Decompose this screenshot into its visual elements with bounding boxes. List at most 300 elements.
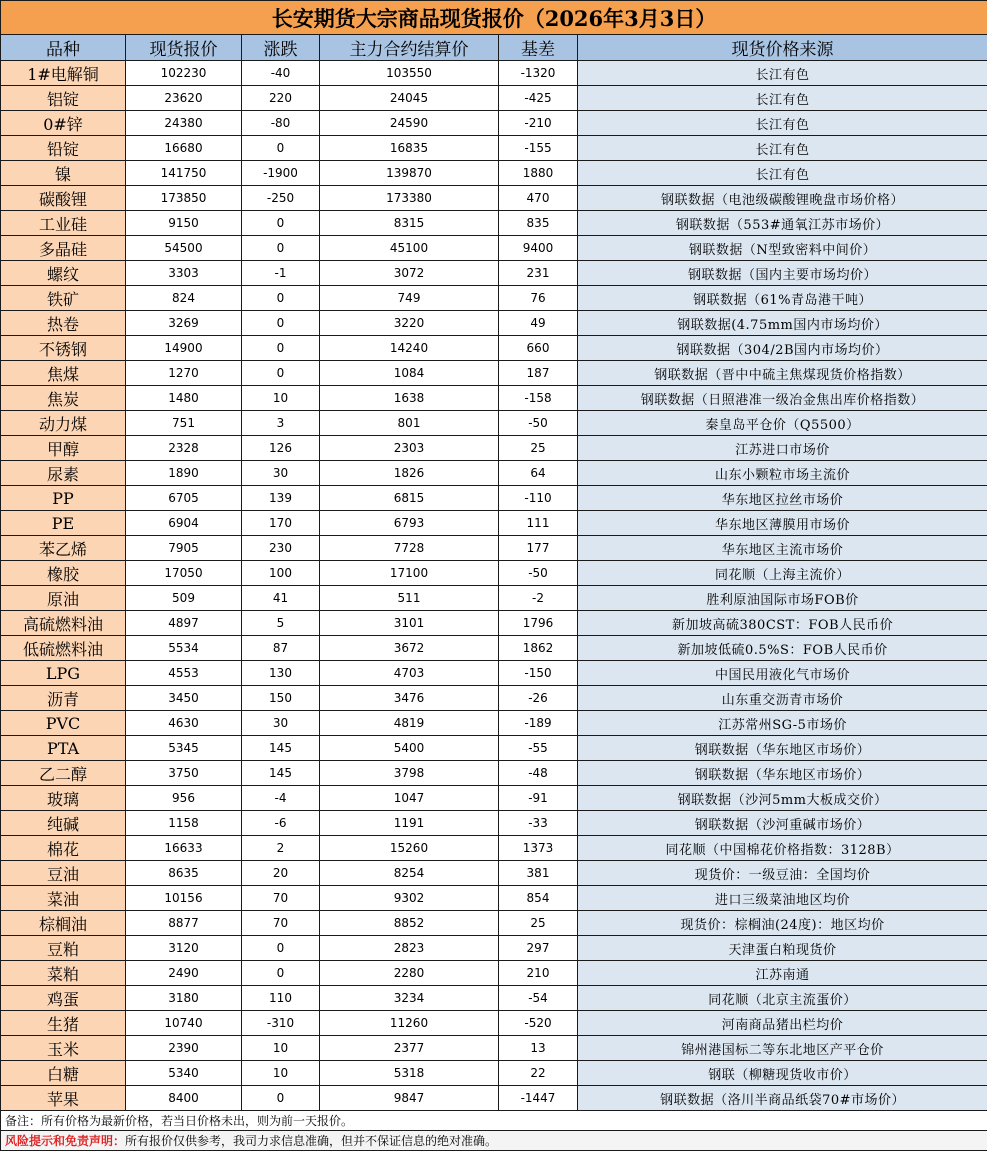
cell-variety: 镍	[1, 161, 126, 186]
cell-change: 0	[242, 311, 320, 336]
cell-price-source: 钢联（柳糖现货收市价）	[578, 1061, 987, 1086]
cell-change: 0	[242, 136, 320, 161]
cell-variety: 豆油	[1, 861, 126, 886]
table-row	[1, 861, 987, 886]
cell-price-source: 中国民用液化气市场价	[578, 661, 987, 686]
table-row	[1, 386, 987, 411]
cell-spot-price: 3303	[126, 261, 242, 286]
cell-spot-price: 8400	[126, 1086, 242, 1111]
cell-settlement-price: 24045	[320, 86, 499, 111]
table-row	[1, 636, 987, 661]
cell-change: -1900	[242, 161, 320, 186]
cell-basis: 25	[499, 911, 578, 936]
cell-price-source: 长江有色	[578, 61, 987, 86]
cell-price-source: 华东地区拉丝市场价	[578, 486, 987, 511]
table-row	[1, 286, 987, 311]
cell-price-source: 钢联数据（沙河5mm大板成交价）	[578, 786, 987, 811]
table-row	[1, 311, 987, 336]
cell-settlement-price: 511	[320, 586, 499, 611]
table-row	[1, 86, 987, 111]
cell-spot-price: 141750	[126, 161, 242, 186]
cell-change: 2	[242, 836, 320, 861]
cell-basis: -150	[499, 661, 578, 686]
cell-spot-price: 3120	[126, 936, 242, 961]
table-row	[1, 986, 987, 1011]
footnote: 备注：所有价格为最新价格，若当日价格未出，则为前一天报价。	[1, 1111, 987, 1131]
cell-settlement-price: 8254	[320, 861, 499, 886]
cell-variety: 铝锭	[1, 86, 126, 111]
cell-settlement-price: 8315	[320, 211, 499, 236]
cell-spot-price: 10740	[126, 1011, 242, 1036]
cell-settlement-price: 3476	[320, 686, 499, 711]
cell-spot-price: 17050	[126, 561, 242, 586]
cell-spot-price: 8877	[126, 911, 242, 936]
cell-spot-price: 5340	[126, 1061, 242, 1086]
cell-change: 70	[242, 911, 320, 936]
cell-change: 10	[242, 386, 320, 411]
cell-basis: -1447	[499, 1086, 578, 1111]
cell-variety: LPG	[1, 661, 126, 686]
cell-variety: 铅锭	[1, 136, 126, 161]
disclaimer-label: 风险提示和免责声明：	[5, 1134, 125, 1148]
cell-basis: 64	[499, 461, 578, 486]
table-row	[1, 336, 987, 361]
table-row	[1, 111, 987, 136]
cell-basis: -26	[499, 686, 578, 711]
cell-price-source: 长江有色	[578, 136, 987, 161]
cell-change: 145	[242, 736, 320, 761]
cell-spot-price: 4553	[126, 661, 242, 686]
cell-variety: 豆粕	[1, 936, 126, 961]
cell-price-source: 钢联数据（国内主要市场均价）	[578, 261, 987, 286]
cell-spot-price: 173850	[126, 186, 242, 211]
cell-basis: -50	[499, 561, 578, 586]
cell-variety: 菜粕	[1, 961, 126, 986]
cell-settlement-price: 45100	[320, 236, 499, 261]
cell-settlement-price: 4819	[320, 711, 499, 736]
header-row	[1, 35, 987, 61]
cell-settlement-price: 8852	[320, 911, 499, 936]
cell-settlement-price: 3101	[320, 611, 499, 636]
cell-settlement-price: 7728	[320, 536, 499, 561]
cell-variety: 乙二醇	[1, 761, 126, 786]
cell-variety: 螺纹	[1, 261, 126, 286]
table-row	[1, 836, 987, 861]
cell-basis: -48	[499, 761, 578, 786]
cell-spot-price: 5534	[126, 636, 242, 661]
cell-variety: 甲醇	[1, 436, 126, 461]
cell-change: 230	[242, 536, 320, 561]
cell-price-source: 钢联数据（沙河重碱市场价）	[578, 811, 987, 836]
disclaimer	[1, 1131, 987, 1151]
cell-basis: 1796	[499, 611, 578, 636]
cell-spot-price: 16633	[126, 836, 242, 861]
cell-variety: 不锈钢	[1, 336, 126, 361]
cell-settlement-price: 14240	[320, 336, 499, 361]
cell-basis: -33	[499, 811, 578, 836]
cell-variety: 0#锌	[1, 111, 126, 136]
table-row	[1, 536, 987, 561]
cell-change: 0	[242, 961, 320, 986]
cell-change: 30	[242, 711, 320, 736]
cell-price-source: 钢联数据（华东地区市场价）	[578, 736, 987, 761]
cell-price-source: 现货价：一级豆油：全国均价	[578, 861, 987, 886]
cell-variety: 工业硅	[1, 211, 126, 236]
header-basis: 基差	[499, 35, 578, 61]
cell-variety: 碳酸锂	[1, 186, 126, 211]
cell-change: 20	[242, 861, 320, 886]
cell-basis: 187	[499, 361, 578, 386]
cell-variety: 橡胶	[1, 561, 126, 586]
table-row	[1, 361, 987, 386]
cell-settlement-price: 801	[320, 411, 499, 436]
table-row	[1, 461, 987, 486]
cell-basis: -158	[499, 386, 578, 411]
cell-change: -1	[242, 261, 320, 286]
table-row	[1, 236, 987, 261]
cell-settlement-price: 3220	[320, 311, 499, 336]
cell-variety: 苯乙烯	[1, 536, 126, 561]
cell-price-source: 现货价：棕榈油(24度)：地区均价	[578, 911, 987, 936]
cell-spot-price: 1270	[126, 361, 242, 386]
table-row	[1, 711, 987, 736]
cell-spot-price: 10156	[126, 886, 242, 911]
cell-change: 0	[242, 936, 320, 961]
cell-settlement-price: 139870	[320, 161, 499, 186]
cell-price-source: 钢联数据（日照港准一级冶金焦出库价格指数）	[578, 386, 987, 411]
cell-basis: -189	[499, 711, 578, 736]
cell-spot-price: 6705	[126, 486, 242, 511]
cell-variety: PVC	[1, 711, 126, 736]
cell-basis: 835	[499, 211, 578, 236]
cell-price-source: 钢联数据（61%青岛港干吨）	[578, 286, 987, 311]
cell-variety: 白糖	[1, 1061, 126, 1086]
cell-price-source: 进口三级菜油地区均价	[578, 886, 987, 911]
cell-price-source: 钢联数据（553#通氧江苏市场价）	[578, 211, 987, 236]
disclaimer-text: 所有报价仅供参考，我司力求信息准确，但并不保证信息的绝对准确。	[125, 1134, 497, 1148]
cell-variety: 尿素	[1, 461, 126, 486]
cell-variety: 焦煤	[1, 361, 126, 386]
cell-change: 41	[242, 586, 320, 611]
cell-price-source: 钢联数据（洛川半商品纸袋70#市场价）	[578, 1086, 987, 1111]
cell-change: 130	[242, 661, 320, 686]
cell-variety: 沥青	[1, 686, 126, 711]
cell-basis: -91	[499, 786, 578, 811]
table-row	[1, 686, 987, 711]
cell-variety: 棉花	[1, 836, 126, 861]
cell-spot-price: 1890	[126, 461, 242, 486]
table-row	[1, 886, 987, 911]
cell-basis: 49	[499, 311, 578, 336]
cell-change: 5	[242, 611, 320, 636]
cell-basis: -54	[499, 986, 578, 1011]
disclaimer-row	[1, 1131, 987, 1151]
cell-price-source: 长江有色	[578, 86, 987, 111]
cell-variety: 低硫燃料油	[1, 636, 126, 661]
cell-change: 145	[242, 761, 320, 786]
cell-price-source: 胜利原油国际市场FOB价	[578, 586, 987, 611]
cell-settlement-price: 1084	[320, 361, 499, 386]
header-price-source: 现货价格来源	[578, 35, 987, 61]
cell-change: 0	[242, 236, 320, 261]
cell-spot-price: 8635	[126, 861, 242, 886]
cell-variety: 纯碱	[1, 811, 126, 836]
cell-price-source: 江苏常州SG-5市场价	[578, 711, 987, 736]
cell-spot-price: 3180	[126, 986, 242, 1011]
cell-settlement-price: 173380	[320, 186, 499, 211]
cell-settlement-price: 9847	[320, 1086, 499, 1111]
table-row	[1, 1036, 987, 1061]
cell-basis: -425	[499, 86, 578, 111]
cell-spot-price: 7905	[126, 536, 242, 561]
cell-settlement-price: 3234	[320, 986, 499, 1011]
cell-basis: 1880	[499, 161, 578, 186]
cell-change: 100	[242, 561, 320, 586]
table-row	[1, 486, 987, 511]
cell-basis: 470	[499, 186, 578, 211]
cell-variety: 多晶硅	[1, 236, 126, 261]
cell-price-source: 钢联数据（N型致密料中间价）	[578, 236, 987, 261]
cell-change: 0	[242, 211, 320, 236]
table-row	[1, 611, 987, 636]
header-change: 涨跌	[242, 35, 320, 61]
table-row	[1, 1086, 987, 1111]
cell-spot-price: 54500	[126, 236, 242, 261]
title-row	[1, 1, 987, 35]
cell-variety: 玉米	[1, 1036, 126, 1061]
cell-price-source: 钢联数据（电池级碳酸锂晚盘市场价格）	[578, 186, 987, 211]
cell-spot-price: 509	[126, 586, 242, 611]
cell-change: 87	[242, 636, 320, 661]
cell-price-source: 河南商品猪出栏均价	[578, 1011, 987, 1036]
table-row	[1, 586, 987, 611]
cell-basis: -50	[499, 411, 578, 436]
cell-spot-price: 956	[126, 786, 242, 811]
cell-price-source: 同花顺（上海主流价）	[578, 561, 987, 586]
cell-spot-price: 3750	[126, 761, 242, 786]
cell-settlement-price: 2377	[320, 1036, 499, 1061]
table-row	[1, 1061, 987, 1086]
cell-basis: 854	[499, 886, 578, 911]
header-settlement-price: 主力合约结算价	[320, 35, 499, 61]
cell-settlement-price: 103550	[320, 61, 499, 86]
table-row	[1, 736, 987, 761]
cell-variety: 焦炭	[1, 386, 126, 411]
cell-basis: 25	[499, 436, 578, 461]
cell-change: -310	[242, 1011, 320, 1036]
cell-spot-price: 6904	[126, 511, 242, 536]
cell-price-source: 长江有色	[578, 111, 987, 136]
cell-price-source: 江苏南通	[578, 961, 987, 986]
cell-settlement-price: 2280	[320, 961, 499, 986]
cell-change: -80	[242, 111, 320, 136]
cell-change: 70	[242, 886, 320, 911]
cell-spot-price: 4897	[126, 611, 242, 636]
cell-spot-price: 4630	[126, 711, 242, 736]
cell-change: -6	[242, 811, 320, 836]
cell-price-source: 华东地区薄膜用市场价	[578, 511, 987, 536]
cell-settlement-price: 2303	[320, 436, 499, 461]
cell-price-source: 钢联数据（晋中中硫主焦煤现货价格指数）	[578, 361, 987, 386]
cell-variety: 原油	[1, 586, 126, 611]
cell-basis: 177	[499, 536, 578, 561]
cell-price-source: 同花顺（北京主流蛋价）	[578, 986, 987, 1011]
table-row	[1, 511, 987, 536]
cell-spot-price: 9150	[126, 211, 242, 236]
cell-spot-price: 2490	[126, 961, 242, 986]
cell-basis: 660	[499, 336, 578, 361]
cell-variety: 高硫燃料油	[1, 611, 126, 636]
cell-basis: 1373	[499, 836, 578, 861]
cell-change: 0	[242, 286, 320, 311]
cell-variety: PTA	[1, 736, 126, 761]
cell-variety: 菜油	[1, 886, 126, 911]
cell-settlement-price: 3798	[320, 761, 499, 786]
table-row	[1, 936, 987, 961]
cell-change: 30	[242, 461, 320, 486]
cell-settlement-price: 24590	[320, 111, 499, 136]
cell-variety: 铁矿	[1, 286, 126, 311]
cell-spot-price: 3269	[126, 311, 242, 336]
cell-basis: 231	[499, 261, 578, 286]
cell-change: 126	[242, 436, 320, 461]
cell-settlement-price: 3072	[320, 261, 499, 286]
cell-price-source: 钢联数据(4.75mm国内市场均价）	[578, 311, 987, 336]
cell-variety: 鸡蛋	[1, 986, 126, 1011]
cell-price-source: 新加坡高硫380CST：FOB人民币价	[578, 611, 987, 636]
table-row	[1, 786, 987, 811]
cell-settlement-price: 17100	[320, 561, 499, 586]
cell-spot-price: 3450	[126, 686, 242, 711]
table-row	[1, 761, 987, 786]
report-title: 长安期货大宗商品现货报价（2026年3月3日）	[1, 1, 987, 35]
cell-price-source: 锦州港国标二等东北地区产平仓价	[578, 1036, 987, 1061]
table-row	[1, 186, 987, 211]
table-row	[1, 961, 987, 986]
cell-change: 0	[242, 361, 320, 386]
cell-change: 220	[242, 86, 320, 111]
cell-basis: 9400	[499, 236, 578, 261]
table-row	[1, 261, 987, 286]
cell-spot-price: 2390	[126, 1036, 242, 1061]
cell-variety: 1#电解铜	[1, 61, 126, 86]
table-row	[1, 161, 987, 186]
cell-price-source: 钢联数据（华东地区市场价）	[578, 761, 987, 786]
cell-settlement-price: 4703	[320, 661, 499, 686]
cell-spot-price: 14900	[126, 336, 242, 361]
cell-price-source: 山东重交沥青市场价	[578, 686, 987, 711]
cell-settlement-price: 3672	[320, 636, 499, 661]
cell-spot-price: 16680	[126, 136, 242, 161]
cell-settlement-price: 11260	[320, 1011, 499, 1036]
cell-price-source: 钢联数据（304/2B国内市场均价）	[578, 336, 987, 361]
cell-change: -40	[242, 61, 320, 86]
cell-spot-price: 102230	[126, 61, 242, 86]
cell-settlement-price: 2823	[320, 936, 499, 961]
cell-basis: -110	[499, 486, 578, 511]
cell-spot-price: 1158	[126, 811, 242, 836]
cell-variety: PP	[1, 486, 126, 511]
cell-change: 170	[242, 511, 320, 536]
cell-price-source: 新加坡低硫0.5%S：FOB人民币价	[578, 636, 987, 661]
cell-change: 10	[242, 1036, 320, 1061]
cell-settlement-price: 6793	[320, 511, 499, 536]
cell-variety: 苹果	[1, 1086, 126, 1111]
cell-variety: 玻璃	[1, 786, 126, 811]
table-row	[1, 211, 987, 236]
cell-spot-price: 23620	[126, 86, 242, 111]
cell-basis: -155	[499, 136, 578, 161]
cell-price-source: 江苏进口市场价	[578, 436, 987, 461]
cell-settlement-price: 9302	[320, 886, 499, 911]
cell-settlement-price: 5318	[320, 1061, 499, 1086]
cell-basis: -2	[499, 586, 578, 611]
cell-settlement-price: 15260	[320, 836, 499, 861]
cell-settlement-price: 1191	[320, 811, 499, 836]
cell-change: 3	[242, 411, 320, 436]
cell-variety: 生猪	[1, 1011, 126, 1036]
cell-spot-price: 24380	[126, 111, 242, 136]
cell-variety: 热卷	[1, 311, 126, 336]
cell-basis: 297	[499, 936, 578, 961]
cell-price-source: 同花顺（中国棉花价格指数：3128B）	[578, 836, 987, 861]
cell-price-source: 山东小颗粒市场主流价	[578, 461, 987, 486]
cell-basis: -210	[499, 111, 578, 136]
header-variety: 品种	[1, 35, 126, 61]
cell-variety: 棕榈油	[1, 911, 126, 936]
cell-basis: -520	[499, 1011, 578, 1036]
cell-price-source: 华东地区主流市场价	[578, 536, 987, 561]
cell-change: -4	[242, 786, 320, 811]
cell-basis: 210	[499, 961, 578, 986]
cell-price-source: 天津蛋白粕现货价	[578, 936, 987, 961]
cell-basis: 1862	[499, 636, 578, 661]
table-row	[1, 136, 987, 161]
cell-settlement-price: 16835	[320, 136, 499, 161]
cell-change: 10	[242, 1061, 320, 1086]
cell-settlement-price: 1638	[320, 386, 499, 411]
cell-spot-price: 824	[126, 286, 242, 311]
cell-spot-price: 2328	[126, 436, 242, 461]
cell-settlement-price: 5400	[320, 736, 499, 761]
cell-basis: 13	[499, 1036, 578, 1061]
cell-change: 110	[242, 986, 320, 1011]
header-spot-price: 现货报价	[126, 35, 242, 61]
cell-settlement-price: 1826	[320, 461, 499, 486]
table-row	[1, 436, 987, 461]
cell-settlement-price: 1047	[320, 786, 499, 811]
cell-variety: PE	[1, 511, 126, 536]
table-row	[1, 911, 987, 936]
table-row	[1, 811, 987, 836]
cell-settlement-price: 6815	[320, 486, 499, 511]
note-row	[1, 1111, 987, 1131]
cell-change: 0	[242, 336, 320, 361]
table-row	[1, 1011, 987, 1036]
cell-change: 0	[242, 1086, 320, 1111]
cell-price-source: 秦皇岛平仓价（Q5500）	[578, 411, 987, 436]
cell-basis: 76	[499, 286, 578, 311]
cell-basis: 381	[499, 861, 578, 886]
table-row	[1, 661, 987, 686]
cell-settlement-price: 749	[320, 286, 499, 311]
cell-basis: -55	[499, 736, 578, 761]
table-row	[1, 61, 987, 86]
table-row	[1, 411, 987, 436]
cell-basis: 22	[499, 1061, 578, 1086]
cell-change: 150	[242, 686, 320, 711]
table-row	[1, 561, 987, 586]
